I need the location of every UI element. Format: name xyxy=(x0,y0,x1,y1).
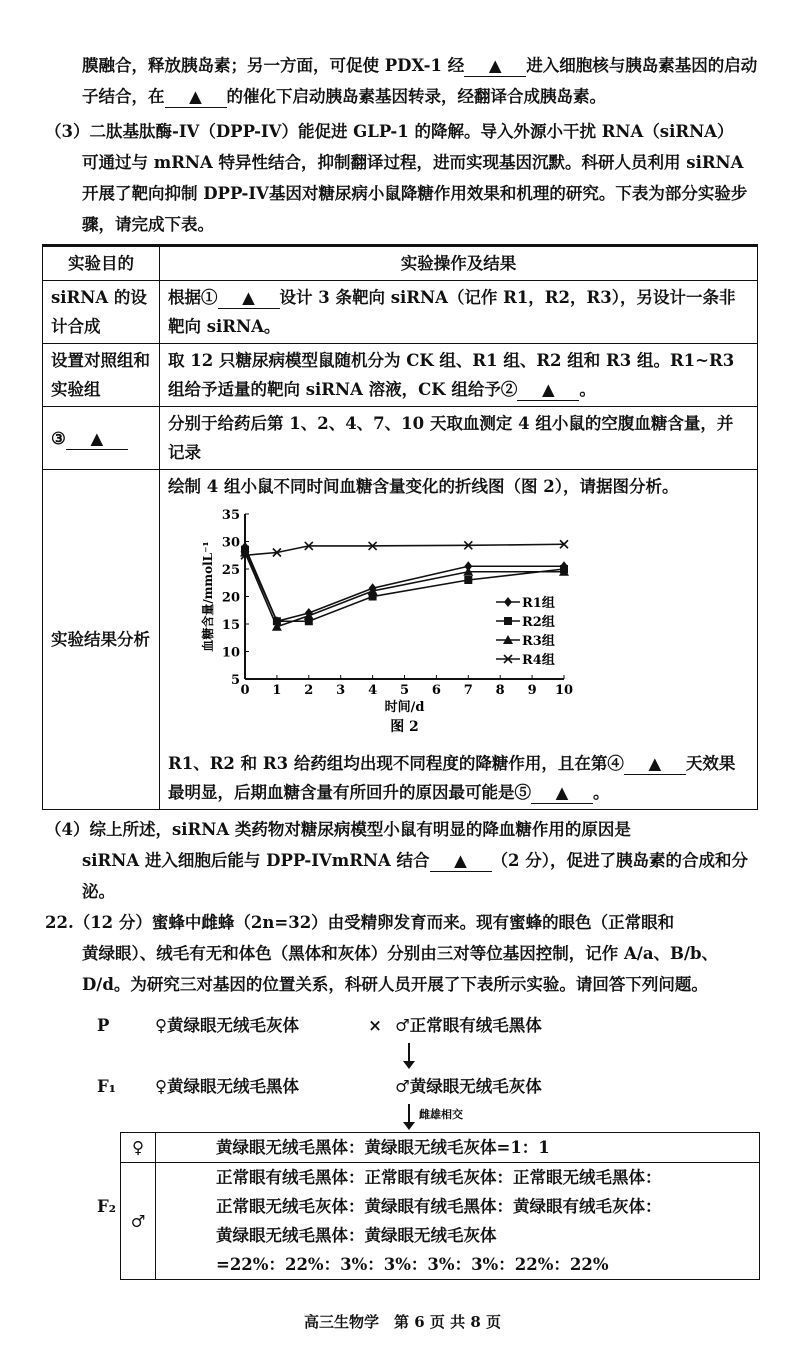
cell: siRNA 的设计合成 xyxy=(43,281,160,344)
cell: 设置对照组和实验组 xyxy=(43,344,160,407)
text: 正常眼有绒毛黑体：正常眼有绒毛灰体：正常眼无绒毛黑体： xyxy=(216,1168,662,1187)
diamond-marker xyxy=(504,597,512,607)
answer-blank: ▲ xyxy=(531,783,593,804)
mating-label: 雌雄相交 xyxy=(419,1108,463,1121)
legend-label: R1组 xyxy=(522,596,555,611)
text: 正常眼无绒毛灰体：黄绿眼有绒毛黑体：黄绿眼有绒毛灰体： xyxy=(216,1197,662,1216)
female-result: 黄绿眼无绒毛黑体：黄绿眼无绒毛灰体=1：1 xyxy=(156,1133,760,1163)
cell: 实验结果分析 xyxy=(43,470,160,810)
arrow-down-icon xyxy=(403,1102,760,1132)
question-3 xyxy=(45,116,760,240)
experiment-table xyxy=(42,244,758,810)
y-tick-label: 5 xyxy=(230,673,240,688)
text: 根据① xyxy=(168,288,218,307)
generation-f1: F₁ xyxy=(97,1077,116,1096)
text: 黄绿眼无绒毛黑体：黄绿眼无绒毛灰体 xyxy=(216,1226,497,1245)
text: 合成和分泌。 xyxy=(82,851,749,901)
text: =22%：22%：3%：3%：3%：3%：22%：22% xyxy=(216,1255,609,1274)
answer-blank: ▲ xyxy=(517,380,579,401)
cross-diagram xyxy=(45,1010,760,1280)
intro-paragraph xyxy=(45,50,760,112)
series-line-R2组 xyxy=(245,550,564,622)
text: 取 12 只糖尿病模型鼠随机分为 CK 组、R1 组、R2 组和 R3 组。R1~R3 组给予适量的靶向 siRNA 溶液，CK 组给予② xyxy=(168,351,735,399)
x-tick-label: 8 xyxy=(495,683,505,698)
text: 。 xyxy=(593,783,610,802)
answer-blank: ▲ xyxy=(624,754,686,775)
f2-table xyxy=(120,1132,760,1280)
question-4 xyxy=(45,814,760,907)
x-tick-label: 4 xyxy=(368,683,378,698)
blood-glucose-chart xyxy=(188,505,588,745)
series-line-R4组 xyxy=(245,544,564,555)
text: （2 分），促进了胰岛素的 xyxy=(491,851,683,870)
x-tick-label: 10 xyxy=(554,683,574,698)
text: 设计 3 条靶向 siRNA（记作 R1，R2，R3），另设计一条非靶向 siRNA。 xyxy=(168,288,736,336)
y-tick-label: 35 xyxy=(221,508,240,523)
male-result xyxy=(156,1163,760,1280)
text: 素基因的启动子结合，在 xyxy=(82,56,758,106)
header-purpose: 实验目的 xyxy=(43,246,160,281)
p-male: ♂正常眼有绒毛黑体 xyxy=(395,1016,542,1035)
text: 膜融合，释放胰岛素；另一方面，可促使 PDX-1 经 xyxy=(82,56,465,75)
x-axis-label: 时间/d xyxy=(384,700,425,715)
y-tick-label: 10 xyxy=(221,645,240,661)
header-operation: 实验操作及结果 xyxy=(160,246,758,281)
generation-f2: F₂ xyxy=(97,1196,116,1216)
f1-female: ♀黄绿眼无绒毛黑体 xyxy=(155,1077,300,1096)
y-axis-label: 血糖含量/mmolL⁻¹ xyxy=(201,541,215,652)
y-tick-label: 15 xyxy=(221,618,240,633)
p-female: ♀黄绿眼无绒毛灰体 xyxy=(155,1016,300,1035)
x-tick-label: 0 xyxy=(240,683,250,698)
answer-blank: ▲ xyxy=(66,429,128,450)
text: B/b、D/d。为研究三对基因的位置关系，科研人员开展了下表所示实验。请回 xyxy=(82,944,719,994)
answer-blank: ▲ xyxy=(218,288,280,309)
cell xyxy=(160,470,758,810)
text: ③ xyxy=(51,428,66,448)
text: 可通过与 mRNA 特异性结合，抑制翻译过程，进而实现基因沉默。科研人员利 xyxy=(82,153,665,172)
x-tick-label: 9 xyxy=(527,683,537,698)
legend-label: R3组 xyxy=(522,634,555,649)
text: （4）综上所述，siRNA 类药物对糖尿病模型小鼠有明显的降血糖作用的原因是 xyxy=(45,820,631,839)
text: 绘制 4 组小鼠不同时间血糖含量变化的折线图（图 2），请据图分析。 xyxy=(168,477,679,496)
cross-sign: × xyxy=(368,1016,382,1035)
cell xyxy=(43,407,160,470)
legend-label: R2组 xyxy=(522,615,555,630)
text: （3）二肽基肽酶-IV（DPP-IV）能促进 GLP-1 的降解。导入外源小干扰 RNA（siRNA） xyxy=(45,122,734,141)
y-tick-label: 30 xyxy=(221,535,240,551)
y-tick-label: 20 xyxy=(221,590,240,606)
square-marker xyxy=(504,617,512,625)
cell xyxy=(160,344,758,407)
cell: 分别于给药后第 1、2、4、7、10 天取血测定 4 组小鼠的空腹血糖含量，并记录 xyxy=(160,407,758,470)
female-symbol: ♀ xyxy=(121,1133,156,1163)
x-tick-label: 7 xyxy=(463,683,473,698)
f1-male: ♂黄绿眼无绒毛灰体 xyxy=(395,1077,542,1096)
generation-p: P xyxy=(97,1016,110,1035)
text: 的催化下启动胰岛素基因转录，经翻译合成 xyxy=(226,87,540,106)
x-tick-label: 5 xyxy=(399,683,410,698)
text: 胰岛素。 xyxy=(540,87,606,106)
male-symbol: ♂ xyxy=(121,1163,156,1280)
x-tick-label: 3 xyxy=(336,683,346,698)
text: 天效果最明显，后期血糖含量有所回升的原因最可能是⑤ xyxy=(168,754,736,802)
legend-label: R4组 xyxy=(522,653,555,668)
series-line-R3组 xyxy=(245,553,564,627)
text: 22.（12 分）蜜蜂中雌蜂（2n=32）由受精卵发育而来。现有蜜蜂的眼色（正常眼和 xyxy=(45,913,675,932)
square-marker xyxy=(464,576,472,584)
text: 究。下表为部分实验步骤，请完成下表。 xyxy=(82,184,748,234)
cell xyxy=(160,281,758,344)
text: 答下列问题。 xyxy=(608,975,708,994)
text: siRNA 进入细胞后能与 DPP-IVmRNA 结合 xyxy=(82,851,430,870)
x-tick-label: 6 xyxy=(431,683,441,698)
text: 黄绿眼）、绒毛有无和体色（黑体和灰体）分别由三对等位基因控制，记作 A/a、 xyxy=(82,944,671,963)
answer-blank: ▲ xyxy=(430,851,492,872)
y-tick-label: 25 xyxy=(221,563,240,578)
chart-title: 图 2 xyxy=(390,719,419,735)
text: R1、R2 和 R3 给药组均出现不同程度的降糖作用，且在第④ xyxy=(168,754,624,773)
x-tick-label: 2 xyxy=(304,683,314,698)
page-footer: 高三生物学 第 6 页 共 8 页 xyxy=(304,1313,501,1331)
text: 用 siRNA 开展了靶向抑制 DPP-IV基因对糖尿病小鼠降糖作用效果和机理的研 xyxy=(82,153,744,203)
x-tick-label: 1 xyxy=(272,683,282,698)
question-22 xyxy=(45,907,760,1000)
text: 。 xyxy=(579,380,596,399)
answer-blank: ▲ xyxy=(464,56,526,77)
text: 进入细胞核与胰岛 xyxy=(526,56,659,75)
answer-blank: ▲ xyxy=(165,87,227,108)
arrow-down-icon xyxy=(403,1041,760,1071)
